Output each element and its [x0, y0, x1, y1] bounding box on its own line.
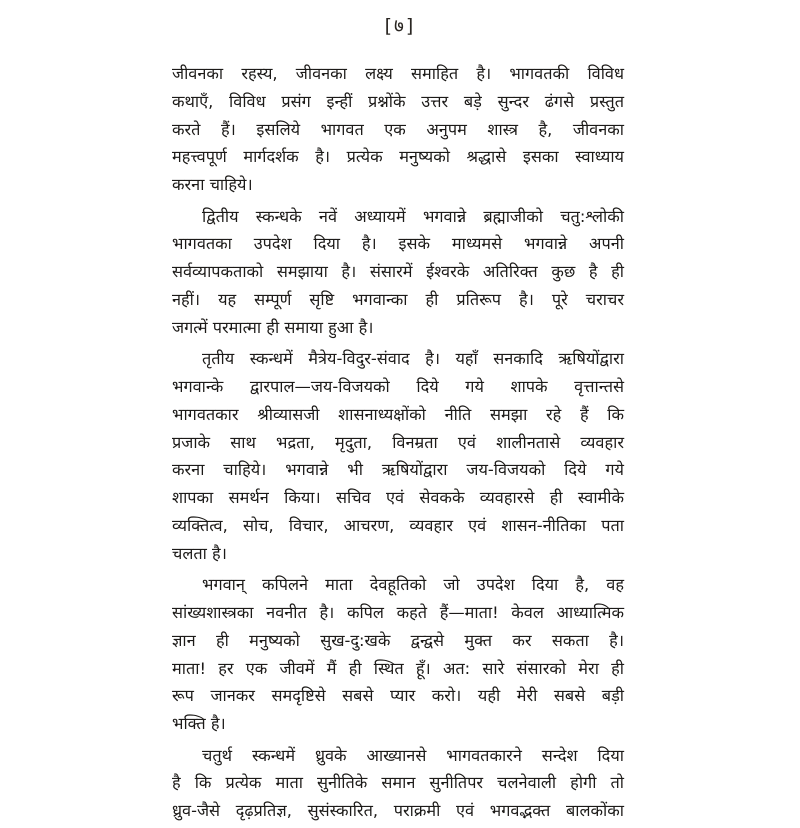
- text-line: चतुर्थ स्कन्धमें ध्रुवके आख्यानसे भागवतकारने सन्देश दिया: [202, 745, 624, 765]
- text-line: जीवनका रहस्य, जीवनका लक्ष्य समाहित है। भागवतकी विविध: [172, 64, 624, 83]
- text-line: व्यक्तित्व, सोच, विचार, आचरण, व्यवहार एवं शासन-नीतिका पता: [172, 515, 624, 535]
- text-line: कथाएँ, विविध प्रसंग इन्हीं प्रश्नोंके उत्तर बड़े सुन्दर ढंगसे प्रस्तुत: [172, 91, 624, 111]
- text-line: माता! हर एक जीवमें मैं ही स्थित हूँ। अत: सारे संसारको मेरा ही: [172, 658, 624, 678]
- page-number: [७]: [384, 15, 416, 37]
- text-line: द्वितीय स्कन्धके नवें अध्यायमें भगवान्ने ब्रह्माजीको चतु:श्लोकी: [202, 206, 624, 226]
- text-line: प्रजाके साथ भद्रता, मृदुता, विनम्रता एवं शालीनतासे व्यवहार: [172, 432, 624, 452]
- text-line: भगवान्के द्वारपाल—जय-विजयको दिये गये शापके वृत्तान्तसे: [172, 376, 624, 396]
- text-line: महत्त्वपूर्ण मार्गदर्शक है। प्रत्येक मनुष्यको श्रद्धासे इसका स्वाध्याय: [172, 147, 624, 167]
- text-line: रूप जानकर समदृष्टिसे सबसे प्यार करो। यही मेरी सबसे बड़ी: [172, 686, 624, 706]
- text-line: करना चाहिये। भगवान्ने भी ऋषियोंद्वारा जय-विजयको दिये गये: [172, 460, 624, 480]
- text-line: नहीं। यह सम्पूर्ण सृष्टि भगवान्का ही प्रतिरूप है। पूरे चराचर: [172, 289, 624, 309]
- text-line: भक्ति है।: [172, 714, 226, 734]
- text-line: ध्रुव-जैसे दृढ़प्रतिज्ञ, सुसंस्कारित, पराक्रमी एवं भगवद्भक्त बालकोंका: [172, 801, 624, 821]
- text-line: शापका समर्थन किया। सचिव एवं सेवकके व्यवहारसे ही स्वामीके: [172, 488, 624, 508]
- text-line: करना चाहिये।: [172, 175, 253, 195]
- text-line: करते हैं। इसलिये भागवत एक अनुपम शास्त्र है, जीवनका: [172, 119, 624, 139]
- text-line: जगत्में परमात्मा ही समाया हुआ है।: [172, 317, 374, 337]
- paragraph: [172, 345, 624, 567]
- text-line: है कि प्रत्येक माता सुनीतिके समान सुनीतिपर चलनेवाली होगी तो: [172, 773, 624, 793]
- paragraph: [172, 571, 624, 738]
- text-line: सर्वव्यापकताको समझाया है। संसारमें ईश्वरके अतिरिक्त कुछ है ही: [172, 262, 624, 282]
- text-line: भागवतका उपदेश दिया है। इसके माध्यमसे भगवान्ने अपनी: [172, 234, 624, 254]
- text-line: ज्ञान ही मनुष्यको सुख-दु:खके द्वन्द्वसे मुक्त कर सकता है।: [172, 630, 624, 650]
- body-text: [172, 60, 624, 828]
- text-line: चलता है।: [172, 543, 227, 563]
- text-line: सांख्यशास्त्रका नवनीत है। कपिल कहते हैं—माता! केवल आध्यात्मिक: [172, 602, 624, 622]
- text-line: तृतीय स्कन्धमें मैत्रेय-विदुर-संवाद है। यहाँ सनकादि ऋषियोंद्वारा: [202, 349, 624, 369]
- text-line: भगवान् कपिलने माता देवहूतिको जो उपदेश दिया है, वह: [202, 575, 624, 595]
- paragraph: [172, 203, 624, 342]
- paragraph: [172, 742, 624, 825]
- paragraph: [172, 60, 624, 199]
- text-line: भागवतकार श्रीव्यासजी शासनाध्यक्षोंको नीति समझा रहे हैं कि: [172, 404, 624, 424]
